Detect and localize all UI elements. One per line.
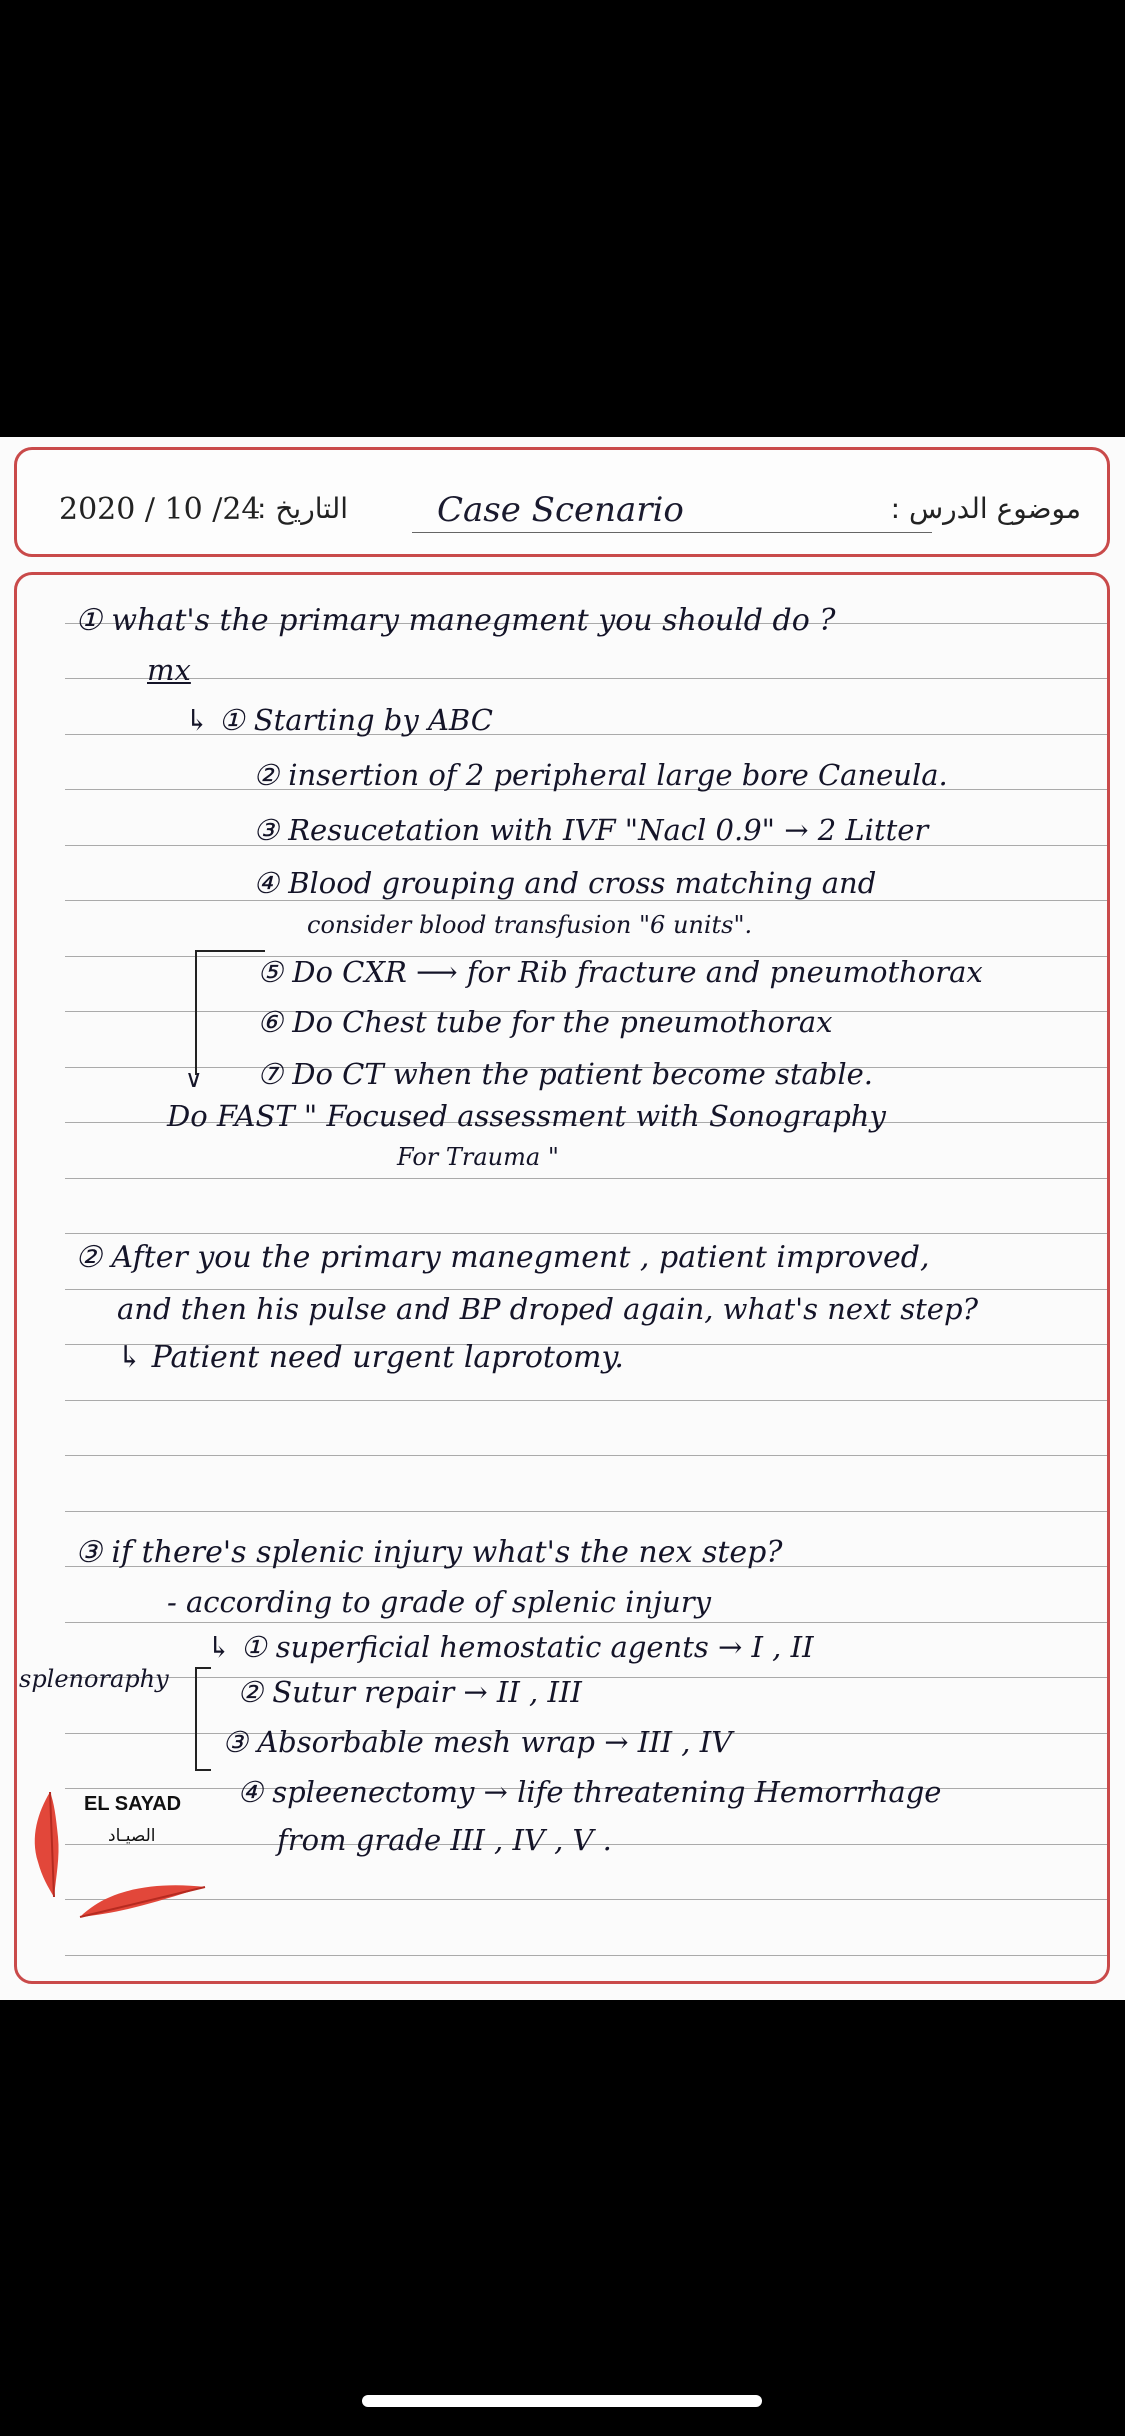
q1-question: ① what's the primary manegment you should do ?	[75, 603, 836, 638]
ruled-line	[65, 678, 1110, 679]
ruled-line	[65, 1289, 1110, 1290]
q1-item: ③ Resucetation with IVF "Nacl 0.9" → 2 Litter	[253, 813, 929, 847]
q2-line: and then his pulse and BP droped again, what's next step?	[117, 1292, 979, 1326]
q1-item: ↳ ① Starting by ABC	[185, 703, 493, 737]
q1-item: ⑤ Do CXR ⟶ for Rib fracture and pneumothorax	[257, 955, 983, 989]
q1-item: ⑦ Do CT when the patient become stable.	[257, 1057, 874, 1091]
q3-question: ③ if there's splenic injury what's the nex step?	[75, 1535, 783, 1570]
q1-item: For Trauma "	[397, 1143, 559, 1171]
q3-item: ③ Absorbable mesh wrap → III , IV	[222, 1725, 733, 1759]
q1-item: ② insertion of 2 peripheral large bore Caneula.	[253, 758, 948, 792]
subject-label: موضوع الدرس :	[890, 492, 1081, 525]
logo-name: EL SAYAD	[84, 1793, 182, 1815]
arrow-head-icon: ∨	[185, 1065, 203, 1093]
notebook-page	[0, 437, 1125, 2000]
q2-answer: ↳ Patient need urgent laprotomy.	[117, 1340, 624, 1375]
ruled-line	[65, 1455, 1110, 1456]
subject-value: Case Scenario	[437, 490, 684, 530]
date-value: 2020 / 10 /24	[59, 492, 261, 527]
ruled-line	[65, 1178, 1110, 1179]
ruled-line	[65, 1511, 1110, 1512]
bracket-line	[195, 1667, 211, 1771]
home-indicator[interactable]	[362, 2395, 762, 2407]
logo-name-arabic: الصيـاد	[108, 1826, 156, 1846]
q3-item: from grade III , IV , V .	[277, 1823, 612, 1857]
q1-mx: mx	[147, 653, 191, 687]
ruled-line	[65, 1677, 1110, 1678]
q2-line: ② After you the primary manegment , patient improved,	[75, 1240, 930, 1275]
header-box	[14, 447, 1110, 557]
q1-item: ⑥ Do Chest tube for the pneumothorax	[257, 1005, 833, 1039]
ruled-line	[65, 1955, 1110, 1956]
ruled-line	[65, 1622, 1110, 1623]
down-arrow-icon	[195, 950, 197, 1075]
notes-body	[14, 572, 1110, 1984]
q1-item: consider blood transfusion "6 units".	[307, 911, 753, 939]
bracket-line	[195, 950, 265, 956]
ruled-line	[65, 1400, 1110, 1401]
splenoraphy-label: splenoraphy	[19, 1665, 169, 1693]
date-label: التاريخ :	[257, 492, 349, 525]
q1-item: Do FAST " Focused assessment with Sonography	[167, 1099, 886, 1133]
q1-item: ④ Blood grouping and cross matching and	[253, 866, 877, 900]
q3-according: - according to grade of splenic injury	[167, 1585, 711, 1619]
q3-item: ② Sutur repair → II , III	[237, 1675, 582, 1709]
q3-item: ↳ ① superficial hemostatic agents → I , II	[207, 1630, 814, 1664]
ruled-line	[65, 900, 1110, 901]
ruled-line	[65, 1233, 1110, 1234]
q3-item: ④ spleenectomy → life threatening Hemorrhage	[237, 1775, 942, 1809]
ruled-line	[65, 1899, 1110, 1900]
subject-underline	[412, 532, 932, 533]
